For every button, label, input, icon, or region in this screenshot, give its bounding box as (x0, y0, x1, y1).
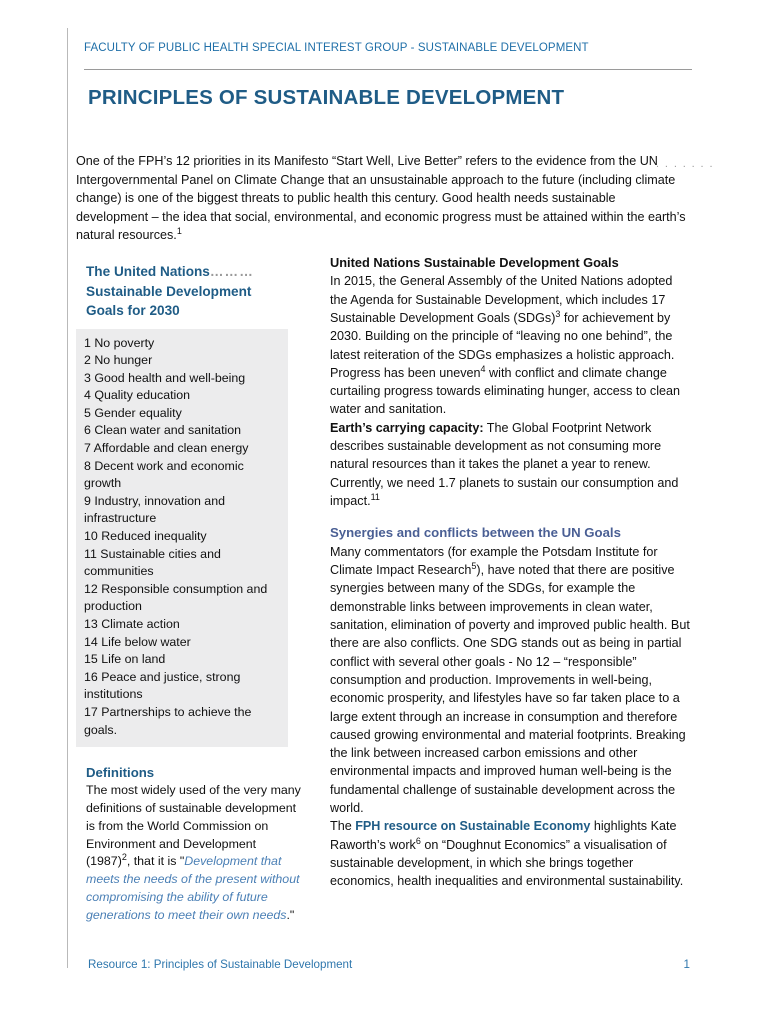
definitions-footnote-marker: 2 (121, 852, 127, 863)
list-item: 2 No hunger (84, 353, 153, 368)
list-item: 10 Reduced inequality (84, 529, 207, 544)
carrying-capacity-body: The Global Footprint Network describes sustainable development as not consuming more natural resources than it takes the planet a year to renew. Currently, we need 1.7 planets to sustain our consumption and impact. (330, 420, 679, 508)
definitions-body (86, 782, 302, 924)
definitions-quote: Development that meets the needs of the present without compromising the ability of future generations to meet their own needs (86, 854, 300, 922)
document-footer (88, 958, 690, 971)
document-header (84, 42, 692, 54)
list-item: 14 Life below water (84, 634, 191, 649)
carrying-capacity-lead: Earth’s carrying capacity: (330, 420, 484, 435)
un-goals-heading-line1: The United Nations (86, 264, 210, 279)
sdg-goals-list (76, 329, 288, 748)
un-sdg-text-b: for achievement by 2030. Building on the principle of “leaving no one behind”, the latest reiteration of the SDGs emphasizes a holistic approach. Progress has been uneven (330, 311, 675, 380)
synergies-text-b: ), have noted that there are positive synergies between many of the SDGs, for example the demonstrable links between improvements in clean water, sanitation, elimination of poverty and improved public health. But there are also conflicts. One SDG stands out as being in partial conflict with several other goals - No 12 – “responsible” consumption and production. Improvements in well-being, economic prosperity, and lifestyles have so far taken place to a large extent through an increase in consumption and therefore caused growing environmental and material footprints. Breaking the link between increased carbon emissions and other environmental impacts and improved human well-being is the fundamental challenge of sustainable development across the world. (330, 563, 690, 816)
intro-text: One of the FPH’s 12 priorities in its Manifesto “Start Well, Live Better” refers to the evidence from the UN Intergovernmental Panel on Climate Change that an unsustainable approach to the future (including climate change) is one of the biggest threats to public health this century. Good health needs sustainable development – the idea that social, environmental, and economic progress must be attained within the earth’s natural resources. (76, 154, 686, 243)
right-column (330, 254, 690, 891)
intro-paragraph (76, 152, 690, 245)
definitions-text-after: , that it is " (126, 854, 185, 869)
footer-page-number: 1 (683, 958, 690, 971)
comment-leader-dots: . . . . . . . (656, 158, 714, 170)
page-title: PRINCIPLES OF SUSTAINABLE DEVELOPMENT (88, 86, 565, 109)
definitions-text: The most widely used of the very many definitions of sustainable development is from the World Commission on Environment and Development (1987) (86, 783, 301, 869)
un-goals-heading-dots: ……… (209, 264, 254, 279)
list-item: 6 Clean water and sanitation (84, 423, 242, 438)
list-item: 16 Peace and justice, strong institutions (84, 669, 241, 702)
synergies-paragraph (330, 543, 690, 817)
definitions-title: Definitions (86, 765, 155, 781)
fph-resource-link[interactable]: FPH resource on Sustainable Economy (355, 819, 591, 834)
list-item: 13 Climate action (84, 617, 180, 631)
un-sdg-text-a: In 2015, the General Assembly of the United Nations adopted the Agenda for Sustainable Development, which includes 17 Sustainable Development Goals (SDGs) (330, 274, 673, 325)
footnote-marker-4: 4 (480, 363, 486, 374)
list-item: 5 Gender equality (84, 405, 182, 420)
un-sdg-paragraph (330, 272, 690, 418)
list-item: 1 No poverty (84, 335, 155, 350)
header-divider (84, 69, 692, 70)
left-column (76, 262, 304, 925)
page-left-rule (67, 28, 68, 968)
list-item: 11 Sustainable cities and communities (84, 546, 221, 579)
footnote-marker-6: 6 (415, 835, 421, 846)
footnote-marker-11: 11 (370, 491, 380, 502)
un-sdg-section-heading: United Nations Sustainable Development Goals (330, 255, 619, 270)
list-item: 12 Responsible consumption and production (84, 581, 268, 614)
footnote-marker-5: 5 (471, 560, 477, 571)
fph-text-a: The (330, 819, 356, 834)
list-item: 17 Partnerships to achieve the goals. (84, 704, 252, 737)
intro-footnote-marker: 1 (176, 226, 182, 237)
list-item: 4 Quality education (84, 388, 191, 403)
un-goals-heading-line3: Goals for 2030 (86, 303, 180, 318)
list-item: 8 Decent work and economic growth (84, 458, 244, 491)
synergies-text-a: Many commentators (for example the Potsdam Institute for Climate Impact Research (330, 544, 658, 578)
fph-text-c: on “Doughnut Economics” a visualisation of sustainable development, in which she brings together economics, health inequalities and environmental sustainability. (330, 837, 684, 889)
un-goals-heading-line2: Sustainable Development (86, 283, 252, 299)
footnote-marker-3: 3 (555, 308, 561, 319)
list-item: 9 Industry, innovation and infrastructure (84, 493, 225, 526)
header-band-text: FACULTY OF PUBLIC HEALTH SPECIAL INTEREST GROUP - SUSTAINABLE DEVELOPMENT (84, 42, 589, 54)
definitions-quote-close: ." (286, 907, 295, 922)
fph-text-b: highlights Kate Raworth’s work (330, 819, 677, 852)
un-goals-heading (76, 262, 304, 321)
fph-resource-paragraph (330, 817, 690, 890)
list-item: 7 Affordable and clean energy (84, 441, 249, 456)
carrying-capacity-paragraph (330, 419, 690, 510)
synergies-heading: Synergies and conflicts between the UN Goals (330, 525, 621, 541)
un-sdg-text-c: with conflict and climate change curtailing progress towards eliminating hunger, access to clean water and sanitation. (330, 365, 681, 417)
list-item: 3 Good health and well-being (84, 370, 246, 385)
definitions-section (76, 765, 302, 924)
footer-resource-label: Resource 1: Principles of Sustainable Development (88, 958, 353, 971)
list-item: 15 Life on land (84, 652, 166, 667)
